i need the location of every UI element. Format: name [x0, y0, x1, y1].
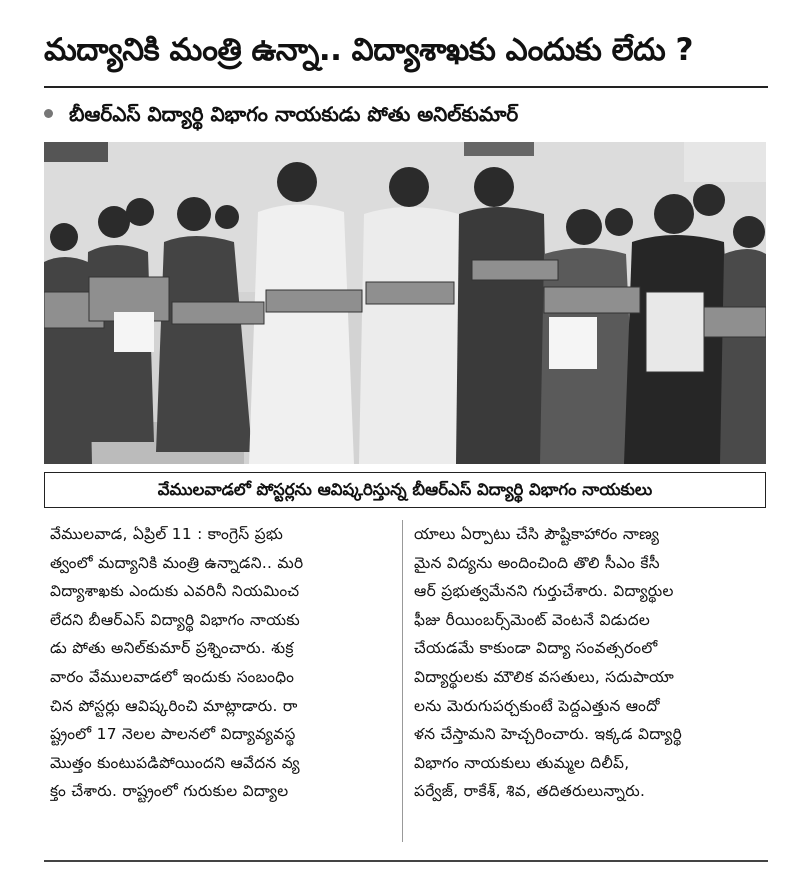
article-line: క్తం చేశారు. రాష్ట్రంలో గురుకుల విద్యాల	[50, 782, 289, 801]
article-line: డు పోతు అనిల్‌కుమార్ ప్రశ్నించారు. శుక్ర	[50, 639, 294, 658]
article-line: ళన చేస్తామని హెచ్చరించారు. ఇక్కడ విద్యార్థి	[414, 725, 683, 744]
article-line: వారం వేములవాడలో ఇందుకు సంబంధిం	[50, 667, 295, 686]
article-line: చేయడమే కాకుండా విద్యా సంవత్సరంలో	[414, 639, 658, 658]
bullet-icon	[44, 109, 53, 118]
article-line: మొత్తం కుంటుపడిపోయిందని ఆవేదన వ్య	[50, 753, 300, 772]
article-line: ఆర్ ప్రభుత్వమేనని గుర్తుచేశారు. విద్యార్థుల	[414, 582, 674, 601]
article-line: ష్ట్రంలో 17 నెలల పాలనలో విద్యావ్యవస్థ	[50, 725, 296, 744]
article-line: ఫీజు రీయింబర్స్‌మెంట్ వెంటనే విడుదల	[414, 610, 651, 629]
article-line: మైన విద్యను అందించింది తొలి సీఎం కేసీ	[414, 553, 660, 572]
article-line: విభాగం నాయకులు తుమ్మల దిలీప్,	[414, 753, 630, 772]
article-line: పర్వేజ్, రాకేశ్, శివ, తదితరులున్నారు.	[414, 782, 646, 801]
article-line: చిన పోస్టర్లు ఆవిష్కరించి మాట్లాడారు. రా	[50, 696, 298, 715]
news-photo	[44, 142, 766, 464]
headline-divider	[44, 86, 768, 88]
bottom-divider	[44, 860, 768, 862]
article-line: లను మెరుగుపర్చకుంటే పెద్దఎత్తున ఆందో	[414, 696, 660, 715]
article-line: యాలు ఏర్పాటు చేసి పౌష్టికాహారం నాణ్య	[414, 525, 660, 543]
article-line: వేములవాడ, ఏప్రిల్ 11 : కాంగ్రెస్ ప్రభు	[50, 525, 284, 543]
column-divider	[402, 520, 403, 842]
article-line: విద్యార్థులకు మౌలిక వసతులు, సదుపాయా	[414, 667, 675, 686]
group-photo-illustration	[44, 142, 766, 464]
article-line: త్వంలో మద్యానికి మంత్రి ఉన్నాడని.. మరి	[50, 553, 304, 572]
photo-caption: వేములవాడలో పోస్టర్లను ఆవిష్కరిస్తున్న బీఆర్ఎస్ విద్యార్థి విభాగం నాయకులు	[44, 472, 766, 508]
article-line: లేదని బీఆర్ఎస్ విద్యార్థి విభాగం నాయకు	[50, 610, 300, 629]
article-headline: మద్యానికి మంత్రి ఉన్నా.. విద్యాశాఖకు ఎందుకు లేదు ?	[44, 32, 694, 68]
subheadline-text: బీఆర్ఎస్ విద్యార్థి విభాగం నాయకుడు పోతు అనిల్‌కుమార్	[69, 102, 519, 126]
article-body-left-column	[50, 520, 402, 806]
article-subheadline	[44, 100, 518, 128]
article-body-right-column	[414, 520, 766, 806]
article-line: విద్యాశాఖకు ఎందుకు ఎవరినీ నియమించ	[50, 582, 300, 601]
